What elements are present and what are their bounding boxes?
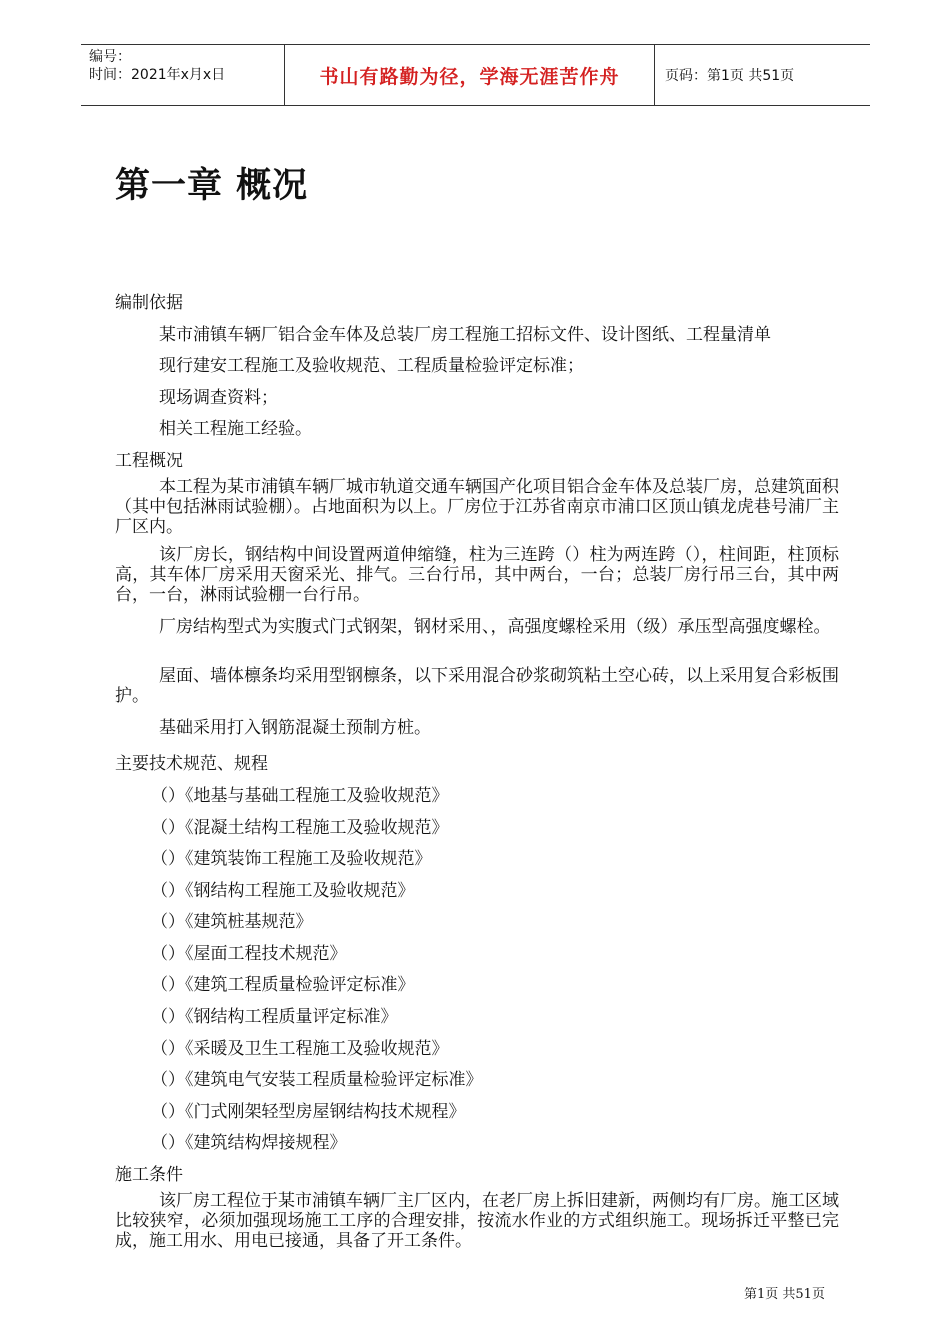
- standard-text: （）《采暖及卫生工程施工及验收规范》: [151, 1039, 449, 1059]
- header-number-label: 编号：: [89, 49, 131, 65]
- overview-paragraph: [115, 545, 839, 605]
- header-meta: [89, 48, 279, 84]
- basis-item-text: 相关工程施工经验。: [159, 419, 312, 439]
- overview-paragraph: [115, 477, 839, 537]
- standard-item: [115, 1034, 839, 1059]
- basis-item: [115, 351, 839, 376]
- standard-text: （）《建筑工程质量检验评定标准》: [151, 975, 415, 995]
- chapter-title: 第一章 概况: [115, 166, 309, 206]
- standard-text: （）《建筑电气安装工程质量检验评定标准》: [151, 1070, 483, 1090]
- paragraph-text: 该厂房工程位于某市浦镇车辆厂主厂区内，在老厂房上拆旧建新，两侧均有厂房。施工区域比较狭窄，必须加强现场施工工序的合理安排，按流水作业的方式组织施工。现场拆迁平整已完成，施工用水、用电已接通，具备了开工条件。: [115, 1191, 839, 1251]
- standard-text: （）《建筑桩基规范》: [151, 912, 313, 932]
- standard-item: [115, 1097, 839, 1122]
- basis-item: [115, 320, 839, 345]
- standard-item: [115, 781, 839, 806]
- standard-text: （）《钢结构工程施工及验收规范》: [151, 881, 415, 901]
- standard-item: [115, 844, 839, 869]
- overview-paragraph: [115, 617, 839, 637]
- standard-text: （）《门式刚架轻型房屋钢结构技术规程》: [151, 1102, 466, 1122]
- paragraph-text: 厂房结构型式为实腹式门式钢架，钢材采用、，高强度螺栓采用（级）承压型高强度螺栓。: [159, 617, 831, 637]
- section-conditions: [115, 1160, 839, 1185]
- standard-text: （）《屋面工程技术规范》: [151, 944, 347, 964]
- paragraph-text: 本工程为某市浦镇车辆厂城市轨道交通车辆国产化项目铝合金车体及总装厂房，总建筑面积（其中包括淋雨试验棚）。占地面积为以上。厂房位于江苏省南京市浦口区顶山镇龙虎巷号浦厂主厂区内。: [115, 477, 839, 537]
- standard-text: （）《钢结构工程质量评定标准》: [151, 1007, 398, 1027]
- section-heading: 工程概况: [115, 451, 183, 471]
- overview-paragraph: [115, 718, 839, 738]
- standard-item: [115, 1002, 839, 1027]
- section-heading: 主要技术规范、规程: [115, 754, 268, 774]
- basis-item: [115, 383, 839, 408]
- section-basis: [115, 288, 839, 313]
- conditions-paragraph: [115, 1191, 839, 1251]
- standard-item: [115, 907, 839, 932]
- paragraph-text: 屋面、墙体檩条均采用型钢檩条，以下采用混合砂浆砌筑粘土空心砖，以上采用复合彩板围护。: [115, 666, 839, 706]
- header-divider-right: [654, 44, 655, 106]
- standard-text: （）《混凝土结构工程施工及验收规范》: [151, 818, 449, 838]
- paragraph-text: 基础采用打入钢筋混凝土预制方桩。: [159, 718, 431, 738]
- paragraph-text: 该厂房长，钢结构中间设置两道伸缩缝，柱为三连跨（）柱为两连跨（），柱间距，柱顶标高，其车体厂房采用天窗采光、排气。三台行吊，其中两台，一台；总装厂房行吊三台，其中两台，一台，淋雨试验棚一台行吊。: [115, 545, 839, 605]
- standard-item: [115, 1128, 839, 1153]
- standard-item: [115, 876, 839, 901]
- section-heading: 编制依据: [115, 293, 183, 313]
- section-overview: [115, 446, 839, 471]
- overview-paragraph: [115, 666, 839, 706]
- standard-text: （）《地基与基础工程施工及验收规范》: [151, 786, 449, 806]
- standard-item: [115, 939, 839, 964]
- header-page-code: 页码：第1页 共51页: [665, 68, 795, 84]
- basis-item-text: 某市浦镇车辆厂铝合金车体及总装厂房工程施工招标文件、设计图纸、工程量清单: [159, 325, 771, 345]
- page-footer: 第1页 共51页: [744, 1287, 825, 1302]
- section-heading: 施工条件: [115, 1165, 183, 1185]
- basis-item: [115, 414, 839, 439]
- standard-item: [115, 1065, 839, 1090]
- standard-text: （）《建筑装饰工程施工及验收规范》: [151, 849, 432, 869]
- page-header: [81, 44, 870, 106]
- standard-text: （）《建筑结构焊接规程》: [151, 1133, 347, 1153]
- header-time-label: 时间：2021年x月x日: [89, 67, 226, 83]
- basis-item-text: 现行建安工程施工及验收规范、工程质量检验评定标准；: [159, 356, 584, 376]
- basis-item-text: 现场调查资料；: [159, 388, 278, 408]
- section-standards: [115, 749, 839, 774]
- header-motto: 书山有路勤为径，学海无涯苦作舟: [319, 65, 620, 88]
- standard-item: [115, 813, 839, 838]
- standard-item: [115, 970, 839, 995]
